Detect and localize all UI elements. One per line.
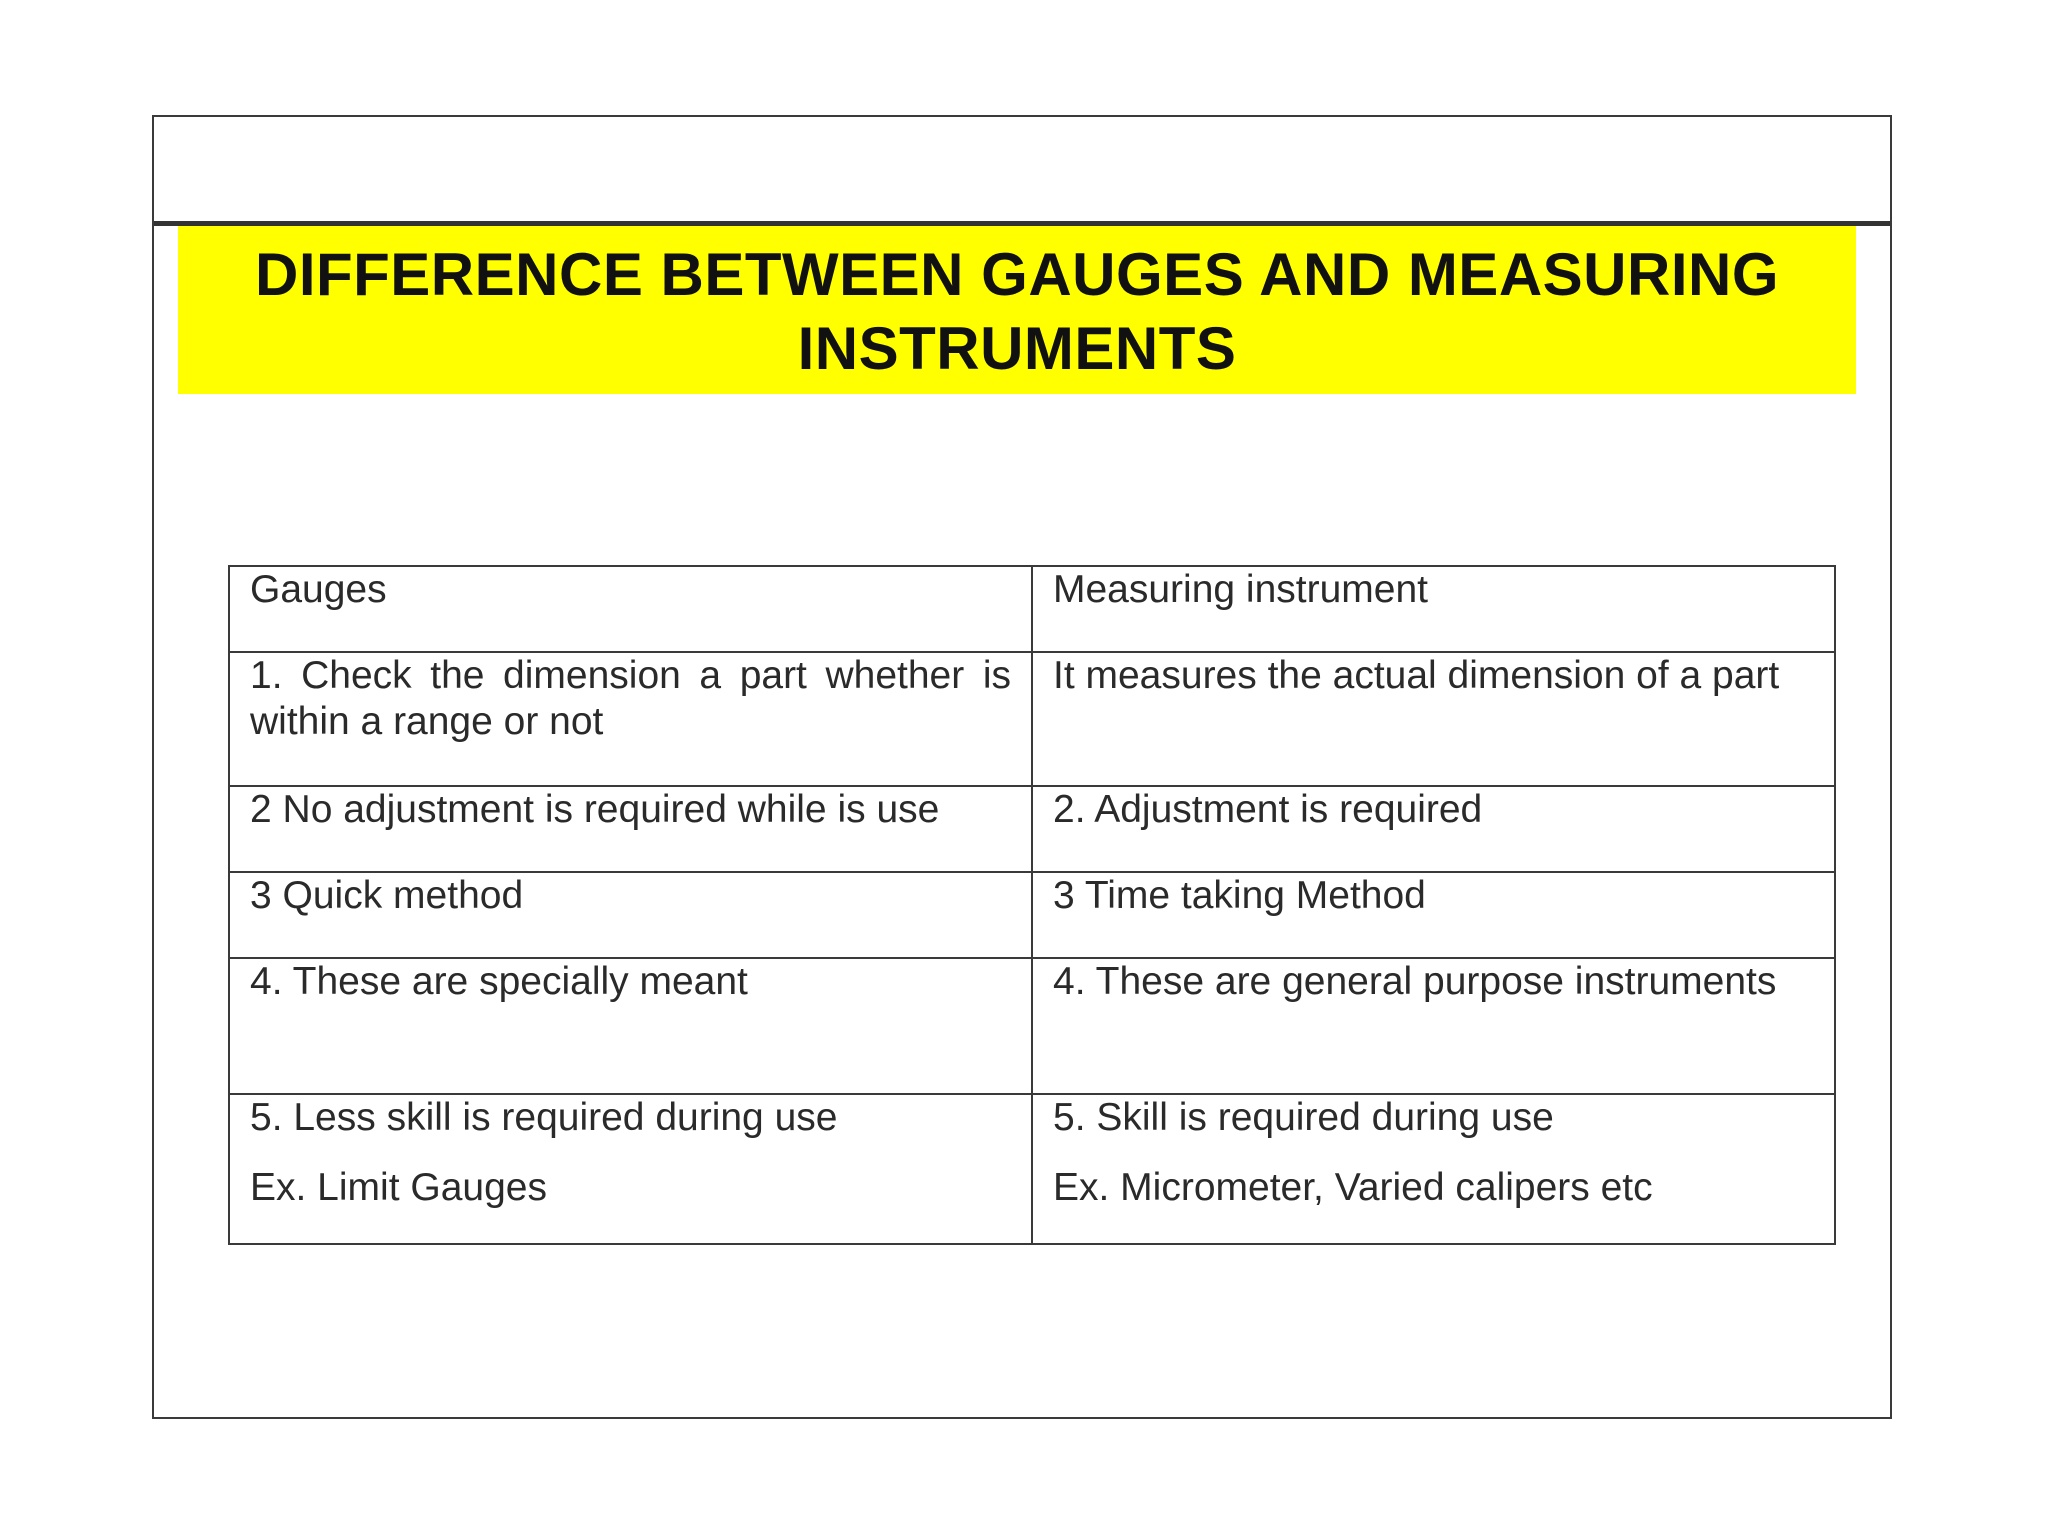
gauges-cell: 3 Quick method <box>229 872 1032 958</box>
gauges-example: Ex. Limit Gauges <box>250 1166 547 1209</box>
title-banner <box>178 226 1856 394</box>
instrument-cell: 3 Time taking Method <box>1032 872 1835 958</box>
table-row <box>229 652 1835 786</box>
table-row <box>229 872 1835 958</box>
gauges-cell: 1. Check the dimension a part whether is within a range or not <box>229 652 1032 786</box>
table-row <box>229 786 1835 872</box>
instrument-cell: It measures the actual dimension of a part <box>1032 652 1835 786</box>
comparison-table <box>228 565 1836 1245</box>
instrument-example: Ex. Micrometer, Varied calipers etc <box>1053 1166 1653 1209</box>
table-row <box>229 1094 1835 1244</box>
header-gauges: Gauges <box>229 566 1032 652</box>
table-row <box>229 958 1835 1094</box>
gauges-cell <box>229 1094 1032 1244</box>
gauges-cell-text: 5. Less skill is required during use <box>250 1096 838 1139</box>
instrument-cell-text: 5. Skill is required during use <box>1053 1096 1554 1139</box>
table-header-row <box>229 566 1835 652</box>
gauges-cell: 2 No adjustment is required while is use <box>229 786 1032 872</box>
slide <box>152 115 1892 1419</box>
header-measuring-instrument: Measuring instrument <box>1032 566 1835 652</box>
gauges-cell: 4. These are specially meant <box>229 958 1032 1094</box>
instrument-cell: 4. These are general purpose instruments <box>1032 958 1835 1094</box>
instrument-cell: 2. Adjustment is required <box>1032 786 1835 872</box>
instrument-cell <box>1032 1094 1835 1244</box>
slide-title: DIFFERENCE BETWEEN GAUGES AND MEASURING INSTRUMENTS <box>254 241 1779 382</box>
